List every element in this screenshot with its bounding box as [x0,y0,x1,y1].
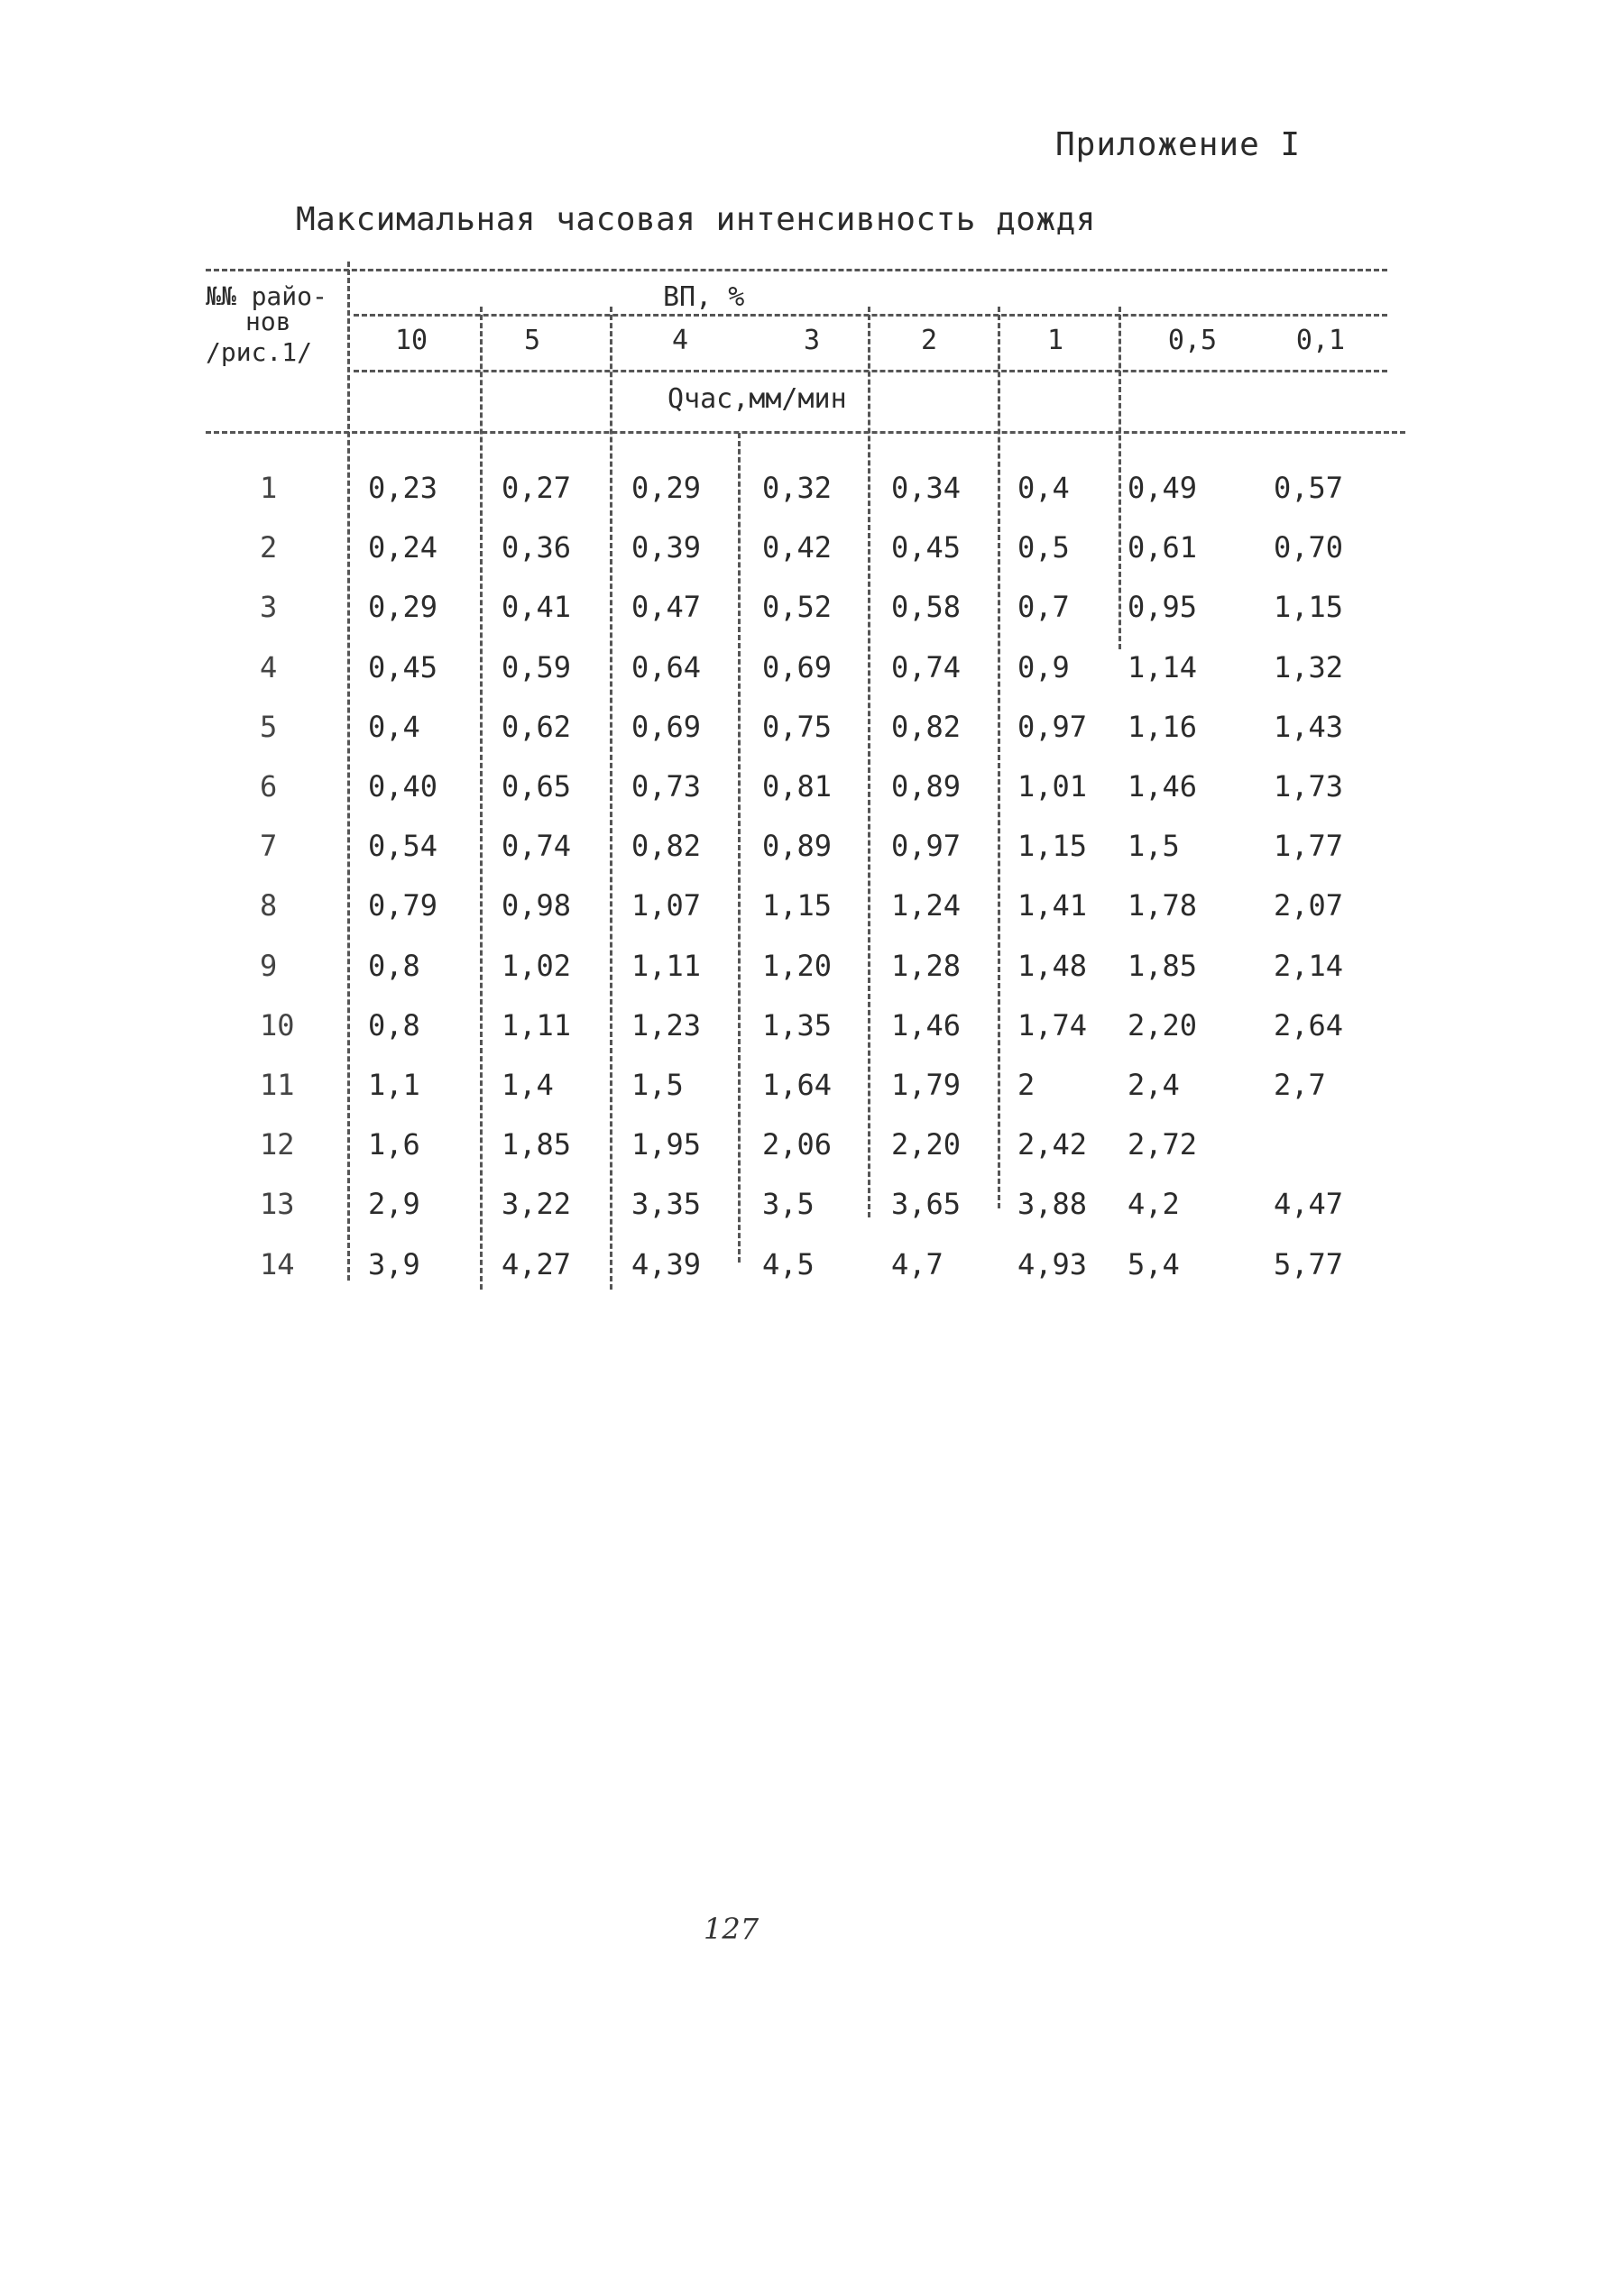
table-cell: 3,35 [631,1187,702,1222]
table-cell: 1,15 [762,888,833,923]
table-cell: 5,4 [1128,1246,1180,1281]
table-cell: 1,24 [891,888,962,923]
col-header-5: 5 [523,325,541,356]
row-number: 7 [260,829,278,864]
table-cell: 0,27 [502,471,572,505]
table-row [0,769,1611,829]
row-number: 8 [260,888,278,923]
table-cell: 0,29 [368,590,438,625]
row-number: 4 [260,649,278,684]
table-cell: 0,98 [502,888,572,923]
table-cell: 3,65 [891,1187,962,1222]
table-cell: 0,69 [631,709,702,744]
table-cell: 0,7 [1017,590,1070,625]
table-row [0,1068,1611,1127]
table-cell: 1,46 [891,1007,962,1042]
col-header-0-5: 0,5 [1167,325,1218,356]
row-number: 3 [260,590,278,625]
table-cell: 1,4 [502,1068,554,1102]
table-row [0,829,1611,888]
table-cell: 2,9 [368,1187,420,1222]
table-cell: 0,81 [762,769,833,804]
table-cell: 3,9 [368,1246,420,1281]
table-row [0,1187,1611,1246]
table-cell: 1,41 [1017,888,1088,923]
table-cell: 2 [1017,1068,1036,1102]
col-header-10: 10 [394,325,428,356]
table-cell: 0,29 [631,471,702,505]
table-cell: 0,70 [1274,530,1344,565]
table-cell: 0,47 [631,590,702,625]
table-cell: 2,20 [1128,1007,1198,1042]
table-cell: 0,49 [1128,471,1198,505]
table-cell: 0,95 [1128,590,1198,625]
table-cell: 0,97 [891,829,962,864]
table-cell: 1,85 [1128,948,1198,983]
table-cell: 0,42 [762,530,833,565]
table-cell: 0,9 [1017,649,1070,684]
table-cell: 0,57 [1274,471,1344,505]
table-cell: 0,74 [502,829,572,864]
table-cell: 1,77 [1274,829,1344,864]
table-cell: 0,75 [762,709,833,744]
table-cell: 0,64 [631,649,702,684]
table-cell: 0,45 [368,649,438,684]
table-cell: 4,7 [891,1246,944,1281]
table-top-rule [206,269,1387,271]
table-cell: 4,5 [762,1246,815,1281]
col-header-3: 3 [803,325,821,356]
table-cell: 3,5 [762,1187,815,1222]
table-cell: 2,7 [1274,1068,1326,1102]
table-cell: 0,45 [891,530,962,565]
stub-header-line-1: №№ райо- [206,281,327,311]
table-cell: 0,61 [1128,530,1198,565]
group-header: ВП, % [663,281,745,313]
table-cell: 0,69 [762,649,833,684]
table-cell: 0,24 [368,530,438,565]
table-cell: 1,74 [1017,1007,1088,1042]
table-cell: 0,74 [891,649,962,684]
table-cell: 0,23 [368,471,438,505]
table-cell: 1,5 [631,1068,684,1102]
table-cell: 1,16 [1128,709,1198,744]
table-cell: 2,07 [1274,888,1344,923]
table-cell: 0,89 [891,769,962,804]
appendix-label: Приложение I [1055,126,1302,163]
table-cell: 0,62 [502,709,572,744]
table-cell: 0,89 [762,829,833,864]
table-cell: 2,42 [1017,1127,1088,1162]
table-cell: 1,78 [1128,888,1198,923]
table-cell: 2,64 [1274,1007,1344,1042]
table-row [0,888,1611,948]
table-cell: 4,2 [1128,1187,1180,1222]
col-header-4: 4 [671,325,689,356]
header-bottom-rule [206,431,1405,434]
col-header-2: 2 [920,325,938,356]
table-cell: 1,95 [631,1127,702,1162]
table-cell: 0,36 [502,530,572,565]
table-cell: 2,4 [1128,1068,1180,1102]
table-cell: 0,73 [631,769,702,804]
table-cell: 0,4 [1017,471,1070,505]
unit-header: Qчас,мм/мин [667,383,847,415]
table-row [0,590,1611,649]
table-cell: 1,1 [368,1068,420,1102]
table-cell: 1,79 [891,1068,962,1102]
table-cell: 0,5 [1017,530,1070,565]
col-header-0-1: 0,1 [1295,325,1346,356]
table-cell: 1,11 [502,1007,572,1042]
page-title: Максимальная часовая интенсивность дождя [296,201,1096,238]
row-number: 12 [260,1127,295,1162]
table-cell: 1,15 [1017,829,1088,864]
table-cell: 0,4 [368,709,420,744]
table-cell: 0,52 [762,590,833,625]
table-cell: 1,85 [502,1127,572,1162]
table-cell: 2,14 [1274,948,1344,983]
table-cell: 1,07 [631,888,702,923]
table-cell: 0,82 [631,829,702,864]
table-cell: 0,39 [631,530,702,565]
table-cell: 0,65 [502,769,572,804]
row-number: 2 [260,530,278,565]
table-cell: 0,79 [368,888,438,923]
page-number: 127 [704,1912,759,1946]
table-cell: 1,14 [1128,649,1198,684]
table-cell: 0,82 [891,709,962,744]
table-cell: 1,01 [1017,769,1088,804]
table-cell: 0,8 [368,1007,420,1042]
table-cell: 1,46 [1128,769,1198,804]
table-row [0,650,1611,710]
table-cell: 0,41 [502,590,572,625]
row-number: 13 [260,1187,295,1222]
table-cell: 0,58 [891,590,962,625]
row-number: 11 [260,1068,295,1102]
table-cell: 2,20 [891,1127,962,1162]
table-cell: 0,32 [762,471,833,505]
row-number: 1 [260,471,278,505]
column-header-rule [354,370,1387,372]
table-cell: 1,11 [631,948,702,983]
col-header-1: 1 [1046,325,1064,356]
table-cell: 0,54 [368,829,438,864]
table-cell: 0,97 [1017,709,1088,744]
table-row [0,1127,1611,1187]
table-cell: 4,39 [631,1246,702,1281]
row-number: 6 [260,769,278,804]
table-cell: 3,88 [1017,1187,1088,1222]
row-number: 14 [260,1246,295,1281]
table-cell: 1,28 [891,948,962,983]
table-row [0,949,1611,1008]
table-cell: 1,02 [502,948,572,983]
group-header-rule [354,314,1387,317]
row-number: 10 [260,1007,295,1042]
table-cell: 1,32 [1274,649,1344,684]
table-cell: 0,59 [502,649,572,684]
table-row [0,1008,1611,1068]
table-cell: 5,77 [1274,1246,1344,1281]
table-cell: 2,72 [1128,1127,1198,1162]
table-cell: 1,20 [762,948,833,983]
table-row [0,530,1611,590]
table-cell: 0,8 [368,948,420,983]
table-cell: 0,34 [891,471,962,505]
stub-header-line-3: /рис.1/ [206,337,313,367]
table-cell: 0,40 [368,769,438,804]
row-number: 9 [260,948,278,983]
table-cell: 1,43 [1274,709,1344,744]
row-number: 5 [260,709,278,744]
table-cell: 1,35 [762,1007,833,1042]
table-cell: 1,73 [1274,769,1344,804]
table-cell: 1,23 [631,1007,702,1042]
table-cell: 1,48 [1017,948,1088,983]
table-cell: 4,27 [502,1246,572,1281]
table-cell: 4,93 [1017,1246,1088,1281]
stub-header [206,281,327,368]
table-cell: 1,15 [1274,590,1344,625]
table-row [0,471,1611,530]
table-cell: 2,06 [762,1127,833,1162]
stub-header-line-2: нов [245,307,291,336]
table-row [0,1247,1611,1307]
table-cell: 4,47 [1274,1187,1344,1222]
table-cell: 1,5 [1128,829,1180,864]
table-cell: 1,64 [762,1068,833,1102]
table-cell: 1,6 [368,1127,420,1162]
table-row [0,710,1611,769]
table-cell: 3,22 [502,1187,572,1222]
